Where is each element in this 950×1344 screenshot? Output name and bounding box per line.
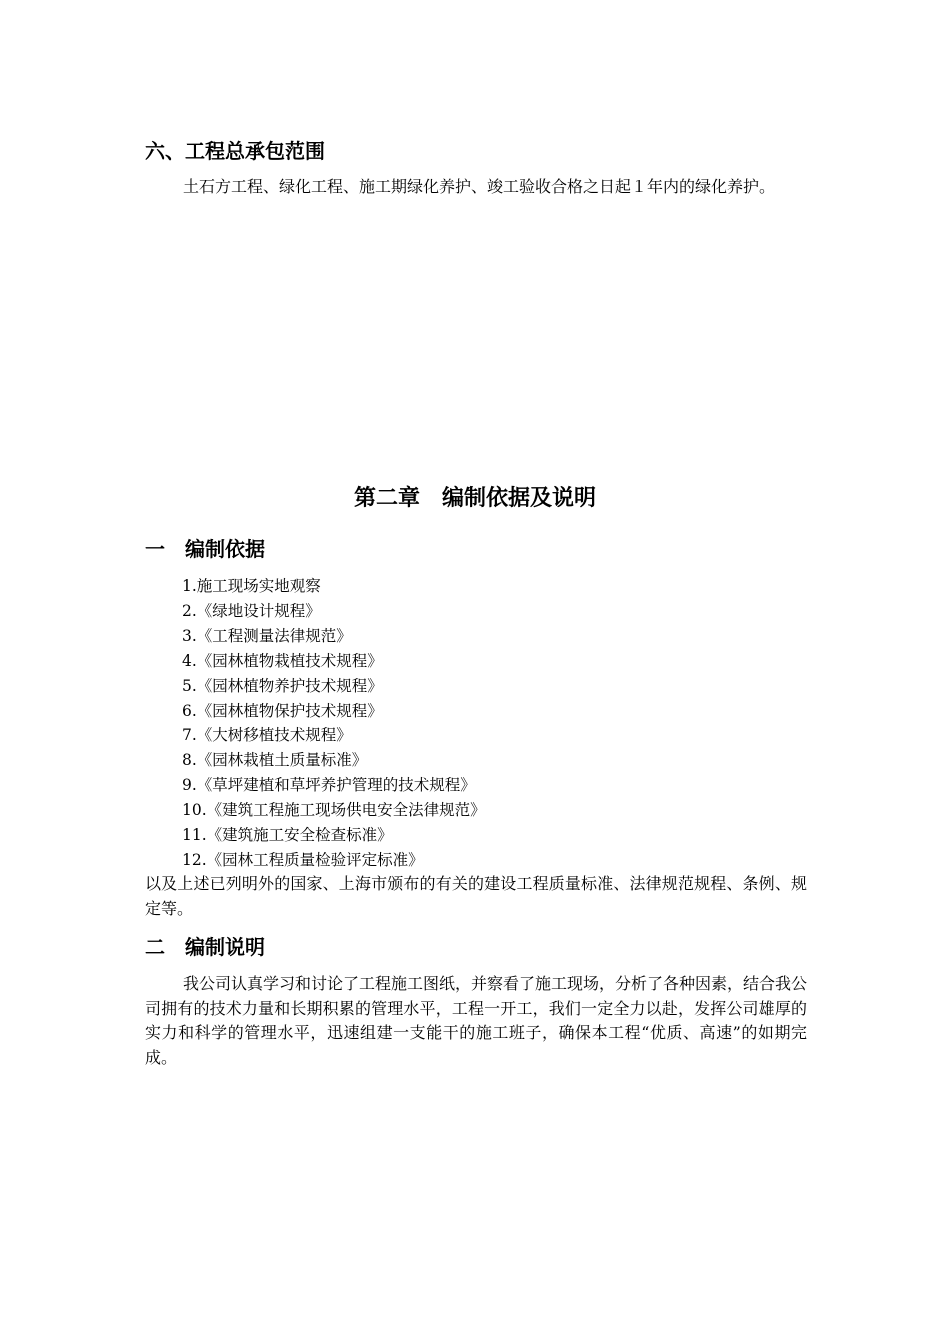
scope-paragraph: 土石方工程、绿化工程、施工期绿化养护、竣工验收合格之日起１年内的绿化养护。 <box>183 177 776 196</box>
list-item: 3.《工程测量法律规范》 <box>182 626 352 645</box>
basis-note-paragraph: 以及上述已列明外的国家、上海市颁布的有关的建设工程质量标准、法律规范规程、条例、规定等。 <box>145 874 807 918</box>
list-item: 4.《园林植物栽植技术规程》 <box>182 651 383 670</box>
section-number: 一 <box>145 537 165 561</box>
list-item: 5.《园林植物养护技术规程》 <box>182 676 383 695</box>
list-item: 2.《绿地设计规程》 <box>182 601 321 620</box>
list-item: 8.《园林栽植土质量标准》 <box>182 751 368 770</box>
list-item: 11.《建筑施工安全检查标准》 <box>182 826 393 845</box>
list-item: 12.《园林工程质量检验评定标准》 <box>182 850 424 869</box>
section-heading-scope: 六、工程总承包范围 <box>145 139 325 163</box>
chapter-title: 第二章 编制依据及说明 <box>353 486 596 511</box>
list-item: 1.施工现场实地观察 <box>182 577 321 595</box>
section-number: 二 <box>145 935 165 959</box>
section-heading-basis <box>145 536 265 562</box>
section-heading-explanation <box>145 934 265 960</box>
explanation-paragraph: 我公司认真学习和讨论了工程施工图纸，并察看了施工现场，分析了各种因素，结合我公司拥有的技术力量和长期积累的管理水平，工程一开工，我们一定全力以赴，发挥公司雄厚的实力和科学的管理水平，迅速组建一支能干的施工班子，确保本工程“优质、高速”的如期完成。 <box>145 974 808 1067</box>
list-item: 10.《建筑工程施工现场供电安全法律规范》 <box>182 801 486 820</box>
basis-list <box>182 574 486 873</box>
list-item: 6.《园林植物保护技术规程》 <box>182 701 383 720</box>
list-item: 7.《大树移植技术规程》 <box>182 726 352 745</box>
section-title: 编制依据 <box>185 537 265 561</box>
section-title: 编制说明 <box>185 935 265 959</box>
list-item: 9.《草坪建植和草坪养护管理的技术规程》 <box>182 776 476 795</box>
